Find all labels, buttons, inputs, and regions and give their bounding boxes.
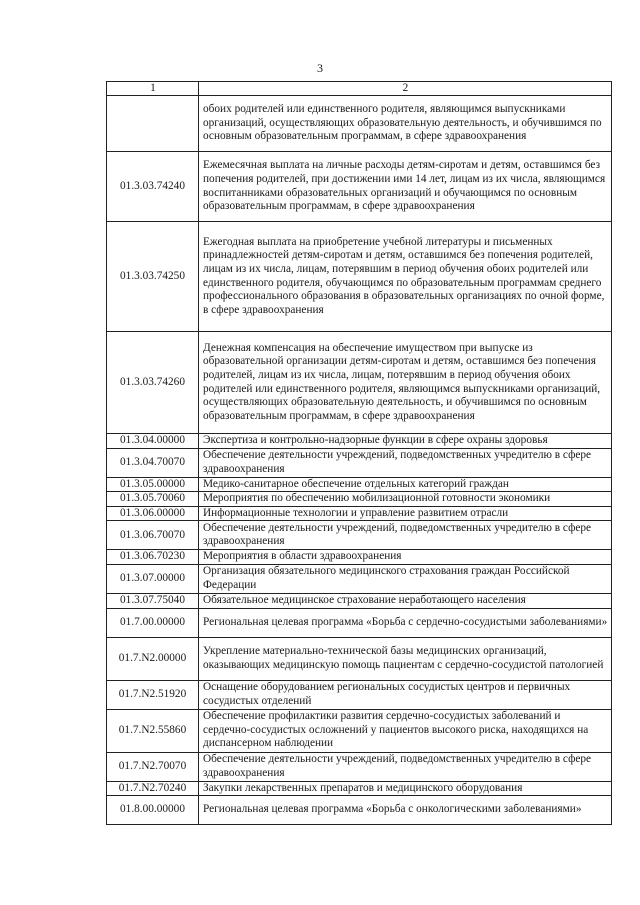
- row-code: 01.3.06.00000: [107, 506, 199, 521]
- row-description: Оснащение оборудованием региональных сосудистых центров и первичных сосудистых отделений: [199, 680, 612, 709]
- row-code: 01.3.05.00000: [107, 477, 199, 492]
- row-description: Организация обязательного медицинского страхования граждан Российской Федерации: [199, 564, 612, 593]
- row-description: Региональная целевая программа «Борьба с сердечно-сосудистыми заболеваниями»: [199, 608, 612, 637]
- row-description: Региональная целевая программа «Борьба с онкологическими заболеваниями»: [199, 796, 612, 825]
- row-description: Медико-санитарное обеспечение отдельных категорий граждан: [199, 477, 612, 492]
- table-row: [107, 608, 612, 637]
- table-row: [107, 550, 612, 565]
- classification-table: [106, 81, 612, 825]
- table-row: [107, 752, 612, 781]
- row-description: Мероприятия по обеспечению мобилизационной готовности экономики: [199, 492, 612, 507]
- table-row: [107, 564, 612, 593]
- table-row: [107, 781, 612, 796]
- row-description: Обеспечение деятельности учреждений, подведомственных учредителю в сфере здравоохранения: [199, 448, 612, 477]
- column-header-code: 1: [107, 82, 199, 96]
- table-row: [107, 222, 612, 332]
- row-description: Обеспечение профилактики развития сердечно-сосудистых заболеваний и сердечно-сосудистых осложнений у пациентов высокого риска, находящихся на диспансерном наблюдении: [199, 709, 612, 752]
- row-code: 01.7.N2.00000: [107, 637, 199, 680]
- row-description: Информационные технологии и управление развитием отрасли: [199, 506, 612, 521]
- page-number: 3: [317, 61, 323, 75]
- row-code: 01.3.05.70060: [107, 492, 199, 507]
- row-code: 01.3.03.74260: [107, 332, 199, 434]
- row-description: Ежегодная выплата на приобретение учебной литературы и письменных принадлежностей детям-сиротам и детям, оставшимся без попечения родителей, лицам из их числа, лицам, потерявшим в период обучения обоих родителей или единственного родителя, обучающимся по образовательным программам среднего профессионального образования в образовательных организациях по очной форме, в сфере здравоохранения: [199, 222, 612, 332]
- table-row: [107, 709, 612, 752]
- row-code: 01.3.04.00000: [107, 434, 199, 449]
- row-description: Обеспечение деятельности учреждений, подведомственных учредителю в сфере здравоохранения: [199, 752, 612, 781]
- table-row: [107, 96, 612, 152]
- table-row: [107, 152, 612, 222]
- table-row: [107, 448, 612, 477]
- row-code: 01.3.06.70070: [107, 521, 199, 550]
- row-code: 01.8.00.00000: [107, 796, 199, 825]
- row-description: Денежная компенсация на обеспечение имуществом при выпуске из образовательной организации детям-сиротам и детям, оставшимся без попечения родителей, лицам из их числа, лицам, потерявшим в период обучения обоих родителей или единственного родителя, являющимся выпускниками организаций, осуществляющих образовательную деятельность, и обучившимся по основным образовательным программам, в сфере здравоохранения: [199, 332, 612, 434]
- row-code: [107, 96, 199, 152]
- column-header-description: 2: [199, 82, 612, 96]
- table-row: [107, 593, 612, 608]
- row-description: Обеспечение деятельности учреждений, подведомственных учредителю в сфере здравоохранения: [199, 521, 612, 550]
- row-description: Экспертиза и контрольно-надзорные функции в сфере охраны здоровья: [199, 434, 612, 449]
- row-code: 01.7.N2.55860: [107, 709, 199, 752]
- table-row: [107, 521, 612, 550]
- row-code: 01.3.03.74240: [107, 152, 199, 222]
- row-code: 01.7.N2.51920: [107, 680, 199, 709]
- table-row: [107, 492, 612, 507]
- row-description: Укрепление материально-технической базы медицинских организаций, оказывающих медицинскую помощь пациентам с сердечно-сосудистой патологией: [199, 637, 612, 680]
- row-code: 01.3.07.75040: [107, 593, 199, 608]
- table-row: [107, 434, 612, 449]
- row-description: Мероприятия в области здравоохранения: [199, 550, 612, 565]
- table-row: [107, 680, 612, 709]
- row-description: обоих родителей или единственного родителя, являющимся выпускниками организаций, осуществляющих образовательную деятельность, и обучившимся по основным образовательным программам, в сфере здравоохранения: [199, 96, 612, 152]
- table-row: [107, 506, 612, 521]
- row-description: Ежемесячная выплата на личные расходы детям-сиротам и детям, оставшимся без попечения родителей, при достижении ими 14 лет, лицам из их числа, являющимся воспитанниками образовательных организаций и обучающимся по основным образовательным программам, в сфере здравоохранения: [199, 152, 612, 222]
- row-code: 01.7.N2.70070: [107, 752, 199, 781]
- row-code: 01.3.07.00000: [107, 564, 199, 593]
- table-row: [107, 332, 612, 434]
- table-header-row: [107, 82, 612, 96]
- table-row: [107, 477, 612, 492]
- row-code: 01.7.00.00000: [107, 608, 199, 637]
- row-description: Закупки лекарственных препаратов и медицинского оборудования: [199, 781, 612, 796]
- row-code: 01.3.04.70070: [107, 448, 199, 477]
- row-code: 01.3.06.70230: [107, 550, 199, 565]
- row-code: 01.7.N2.70240: [107, 781, 199, 796]
- row-code: 01.3.03.74250: [107, 222, 199, 332]
- table-row: [107, 796, 612, 825]
- table-row: [107, 637, 612, 680]
- row-description: Обязательное медицинское страхование неработающего населения: [199, 593, 612, 608]
